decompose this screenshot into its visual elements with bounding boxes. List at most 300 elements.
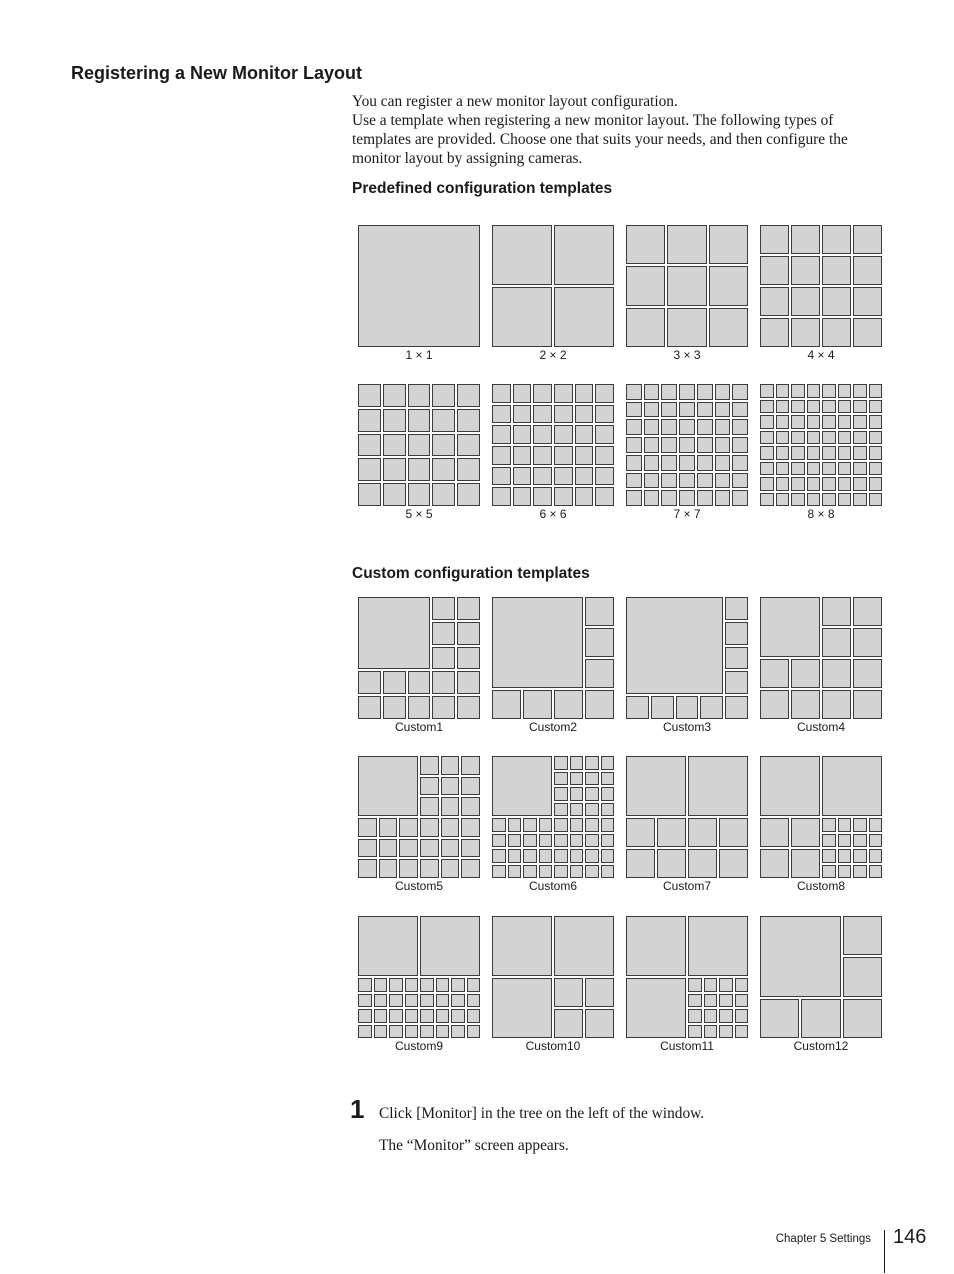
monitor-cell xyxy=(688,1025,702,1039)
monitor-cell xyxy=(533,446,552,465)
monitor-cell xyxy=(657,818,686,847)
monitor-cell xyxy=(539,849,553,863)
monitor-cell xyxy=(843,957,882,996)
monitor-cell xyxy=(374,1009,388,1023)
monitor-cell xyxy=(853,446,867,460)
monitor-cell xyxy=(508,865,522,879)
monitor-cell xyxy=(585,865,599,879)
monitor-cell xyxy=(420,839,439,858)
monitor-cell xyxy=(554,803,568,817)
monitor-cell xyxy=(601,849,615,863)
monitor-cell xyxy=(853,493,867,507)
step-number: 1 xyxy=(350,1094,365,1124)
monitor-cell xyxy=(570,849,584,863)
monitor-cell xyxy=(719,994,733,1008)
template-8x8-label: 8 × 8 xyxy=(807,507,835,521)
page-heading: Registering a New Monitor Layout xyxy=(71,63,363,83)
monitor-cell xyxy=(719,1009,733,1023)
monitor-cell xyxy=(688,994,702,1008)
monitor-cell xyxy=(661,419,677,435)
monitor-cell xyxy=(838,849,852,863)
monitor-cell xyxy=(492,487,511,506)
intro-line-1: You can register a new monitor layout configuration. xyxy=(352,93,678,110)
monitor-cell xyxy=(725,647,748,670)
monitor-cell xyxy=(732,473,748,489)
monitor-cell xyxy=(679,419,695,435)
template-custom6-label: Custom6 xyxy=(528,879,578,893)
monitor-cell xyxy=(358,859,377,878)
monitor-cell xyxy=(822,256,851,285)
monitor-cell xyxy=(853,834,867,848)
monitor-cell xyxy=(492,467,511,486)
template-2x2-grid xyxy=(492,225,614,347)
template-2x2-label: 2 × 2 xyxy=(539,348,567,362)
monitor-cell xyxy=(644,490,660,506)
monitor-cell xyxy=(843,999,882,1038)
monitor-cell xyxy=(570,818,584,832)
monitor-cell xyxy=(853,256,882,285)
monitor-cell xyxy=(715,455,731,471)
monitor-cell xyxy=(697,473,713,489)
monitor-cell xyxy=(575,446,594,465)
template-6x6[interactable] xyxy=(492,384,614,521)
monitor-cell xyxy=(457,622,480,645)
monitor-cell xyxy=(492,597,583,688)
template-7x7[interactable] xyxy=(626,384,748,521)
monitor-cell xyxy=(420,859,439,878)
monitor-cell xyxy=(688,916,748,976)
monitor-cell xyxy=(725,671,748,694)
monitor-cell xyxy=(554,818,568,832)
monitor-cell xyxy=(626,597,723,694)
monitor-cell xyxy=(626,308,665,347)
monitor-cell xyxy=(554,225,614,285)
monitor-cell xyxy=(383,671,406,694)
monitor-cell xyxy=(807,431,821,445)
monitor-cell xyxy=(595,405,614,424)
monitor-cell xyxy=(492,916,552,976)
monitor-cell xyxy=(760,916,841,997)
monitor-cell xyxy=(853,415,867,429)
monitor-cell xyxy=(554,384,573,403)
monitor-cell xyxy=(801,999,840,1038)
monitor-cell xyxy=(575,425,594,444)
monitor-cell xyxy=(869,818,883,832)
monitor-cell xyxy=(379,859,398,878)
template-1x1[interactable] xyxy=(358,225,480,362)
monitor-cell xyxy=(719,849,748,878)
monitor-cell xyxy=(697,490,713,506)
monitor-cell xyxy=(776,431,790,445)
monitor-cell xyxy=(822,834,836,848)
monitor-cell xyxy=(661,473,677,489)
monitor-cell xyxy=(420,777,439,796)
monitor-cell xyxy=(492,384,511,403)
template-custom8[interactable] xyxy=(760,756,882,893)
monitor-cell xyxy=(432,409,455,432)
monitor-cell xyxy=(688,818,717,847)
template-4x4[interactable] xyxy=(760,225,882,362)
monitor-cell xyxy=(436,1025,450,1039)
monitor-cell xyxy=(715,419,731,435)
monitor-cell xyxy=(457,434,480,457)
monitor-cell xyxy=(554,756,568,770)
monitor-cell xyxy=(626,419,642,435)
monitor-cell xyxy=(822,659,851,688)
monitor-cell xyxy=(595,487,614,506)
monitor-cell xyxy=(492,287,552,347)
monitor-cell xyxy=(436,1009,450,1023)
monitor-cell xyxy=(585,787,599,801)
intro-text xyxy=(352,92,887,168)
monitor-cell xyxy=(822,415,836,429)
monitor-cell xyxy=(760,818,789,847)
monitor-cell xyxy=(719,818,748,847)
monitor-cell xyxy=(554,787,568,801)
monitor-cell xyxy=(575,405,594,424)
monitor-cell xyxy=(432,384,455,407)
template-custom12-grid xyxy=(760,916,882,1038)
monitor-cell xyxy=(725,696,748,719)
monitor-cell xyxy=(539,818,553,832)
template-custom9[interactable] xyxy=(358,916,480,1053)
template-custom8-label: Custom8 xyxy=(796,879,846,893)
monitor-cell xyxy=(492,834,506,848)
monitor-cell xyxy=(539,834,553,848)
monitor-cell xyxy=(697,402,713,418)
monitor-cell xyxy=(719,978,733,992)
monitor-cell xyxy=(461,859,480,878)
monitor-cell xyxy=(760,446,774,460)
monitor-cell xyxy=(704,994,718,1008)
monitor-cell xyxy=(461,777,480,796)
monitor-cell xyxy=(715,384,731,400)
monitor-cell xyxy=(585,659,614,688)
monitor-cell xyxy=(358,978,372,992)
monitor-cell xyxy=(554,287,614,347)
template-custom7[interactable] xyxy=(626,756,748,893)
predefined-heading: Predefined configuration templates xyxy=(352,180,613,197)
template-custom11-grid xyxy=(626,916,748,1038)
monitor-cell xyxy=(358,597,430,669)
template-6x6-label: 6 × 6 xyxy=(539,507,567,521)
monitor-cell xyxy=(554,834,568,848)
monitor-cell xyxy=(441,839,460,858)
monitor-cell xyxy=(760,462,774,476)
monitor-cell xyxy=(389,1025,403,1039)
monitor-cell xyxy=(358,696,381,719)
monitor-cell xyxy=(791,400,805,414)
monitor-cell xyxy=(374,978,388,992)
monitor-cell xyxy=(776,400,790,414)
template-custom9-grid xyxy=(358,916,480,1038)
monitor-cell xyxy=(869,415,883,429)
template-custom1-grid xyxy=(358,597,480,719)
monitor-cell xyxy=(389,994,403,1008)
monitor-cell xyxy=(358,1025,372,1039)
monitor-cell xyxy=(626,402,642,418)
monitor-cell xyxy=(688,978,702,992)
monitor-cell xyxy=(760,287,789,316)
monitor-cell xyxy=(843,916,882,955)
monitor-cell xyxy=(523,865,537,879)
monitor-cell xyxy=(838,400,852,414)
monitor-cell xyxy=(776,415,790,429)
monitor-cell xyxy=(853,849,867,863)
monitor-cell xyxy=(601,834,615,848)
template-custom4-grid xyxy=(760,597,882,719)
monitor-cell xyxy=(697,419,713,435)
monitor-cell xyxy=(822,287,851,316)
monitor-cell xyxy=(420,818,439,837)
monitor-cell xyxy=(725,622,748,645)
monitor-cell xyxy=(533,467,552,486)
template-custom12[interactable] xyxy=(760,916,882,1053)
monitor-cell xyxy=(554,978,583,1007)
monitor-cell xyxy=(822,756,882,816)
monitor-cell xyxy=(570,772,584,786)
monitor-cell xyxy=(405,1009,419,1023)
monitor-cell xyxy=(853,865,867,879)
monitor-cell xyxy=(644,402,660,418)
monitor-cell xyxy=(822,849,836,863)
monitor-cell xyxy=(441,756,460,775)
monitor-cell xyxy=(791,431,805,445)
monitor-cell xyxy=(432,434,455,457)
monitor-cell xyxy=(760,659,789,688)
monitor-cell xyxy=(408,434,431,457)
monitor-cell xyxy=(838,493,852,507)
monitor-cell xyxy=(457,647,480,670)
monitor-cell xyxy=(791,256,820,285)
template-custom1-label: Custom1 xyxy=(394,720,444,734)
monitor-cell xyxy=(585,818,599,832)
monitor-cell xyxy=(523,849,537,863)
monitor-cell xyxy=(457,458,480,481)
monitor-cell xyxy=(383,458,406,481)
monitor-cell xyxy=(853,431,867,445)
template-custom11[interactable] xyxy=(626,916,748,1053)
template-custom5[interactable] xyxy=(358,756,480,893)
monitor-cell xyxy=(432,647,455,670)
monitor-cell xyxy=(358,916,418,976)
monitor-cell xyxy=(838,834,852,848)
monitor-cell xyxy=(513,425,532,444)
monitor-cell xyxy=(679,490,695,506)
monitor-cell xyxy=(626,473,642,489)
monitor-cell xyxy=(570,803,584,817)
monitor-cell xyxy=(585,978,614,1007)
monitor-cell xyxy=(838,462,852,476)
monitor-cell xyxy=(570,787,584,801)
monitor-cell xyxy=(697,455,713,471)
monitor-cell xyxy=(776,446,790,460)
monitor-cell xyxy=(533,405,552,424)
template-5x5[interactable] xyxy=(358,384,480,521)
monitor-cell xyxy=(679,402,695,418)
monitor-cell xyxy=(791,225,820,254)
monitor-cell xyxy=(461,797,480,816)
monitor-cell xyxy=(869,493,883,507)
template-custom10[interactable] xyxy=(492,916,614,1053)
template-3x3[interactable] xyxy=(626,225,748,362)
template-custom2-grid xyxy=(492,597,614,719)
template-custom4[interactable] xyxy=(760,597,882,734)
monitor-cell xyxy=(838,415,852,429)
monitor-cell xyxy=(492,405,511,424)
monitor-cell xyxy=(432,622,455,645)
monitor-cell xyxy=(838,477,852,491)
monitor-cell xyxy=(853,287,882,316)
monitor-cell xyxy=(358,756,418,816)
monitor-cell xyxy=(704,1025,718,1039)
monitor-cell xyxy=(869,446,883,460)
monitor-cell xyxy=(791,287,820,316)
monitor-cell xyxy=(704,1009,718,1023)
monitor-cell xyxy=(383,483,406,506)
monitor-cell xyxy=(399,839,418,858)
monitor-cell xyxy=(760,690,789,719)
monitor-cell xyxy=(704,978,718,992)
monitor-cell xyxy=(358,1009,372,1023)
monitor-cell xyxy=(432,696,455,719)
monitor-cell xyxy=(405,978,419,992)
template-custom7-grid xyxy=(626,756,748,878)
monitor-cell xyxy=(508,818,522,832)
monitor-cell xyxy=(700,696,723,719)
monitor-cell xyxy=(760,415,774,429)
monitor-cell xyxy=(838,431,852,445)
monitor-cell xyxy=(853,690,882,719)
template-custom6-grid xyxy=(492,756,614,878)
monitor-cell xyxy=(626,225,665,264)
monitor-cell xyxy=(420,916,480,976)
monitor-cell xyxy=(467,1025,481,1039)
monitor-cell xyxy=(570,756,584,770)
monitor-cell xyxy=(457,597,480,620)
template-custom5-grid xyxy=(358,756,480,878)
monitor-cell xyxy=(791,659,820,688)
monitor-cell xyxy=(457,483,480,506)
monitor-cell xyxy=(838,818,852,832)
monitor-cell xyxy=(776,477,790,491)
monitor-cell xyxy=(869,400,883,414)
monitor-cell xyxy=(853,462,867,476)
monitor-cell xyxy=(523,818,537,832)
monitor-cell xyxy=(776,493,790,507)
monitor-cell xyxy=(379,818,398,837)
monitor-cell xyxy=(760,256,789,285)
monitor-cell xyxy=(383,696,406,719)
template-custom6[interactable] xyxy=(492,756,614,893)
monitor-cell xyxy=(432,597,455,620)
monitor-cell xyxy=(791,384,805,398)
template-custom1[interactable] xyxy=(358,597,480,734)
template-4x4-grid xyxy=(760,225,882,347)
monitor-cell xyxy=(807,493,821,507)
monitor-cell xyxy=(661,455,677,471)
monitor-cell xyxy=(595,446,614,465)
monitor-cell xyxy=(451,1009,465,1023)
monitor-cell xyxy=(585,772,599,786)
monitor-cell xyxy=(420,978,434,992)
monitor-cell xyxy=(760,400,774,414)
monitor-cell xyxy=(822,462,836,476)
monitor-cell xyxy=(676,696,699,719)
monitor-cell xyxy=(432,671,455,694)
monitor-cell xyxy=(467,1009,481,1023)
monitor-cell xyxy=(601,803,615,817)
monitor-cell xyxy=(732,419,748,435)
monitor-cell xyxy=(461,756,480,775)
monitor-cell xyxy=(533,425,552,444)
monitor-cell xyxy=(688,1009,702,1023)
monitor-cell xyxy=(601,787,615,801)
monitor-cell xyxy=(760,999,799,1038)
monitor-cell xyxy=(441,777,460,796)
template-custom2[interactable] xyxy=(492,597,614,734)
monitor-cell xyxy=(523,690,552,719)
monitor-cell xyxy=(661,384,677,400)
template-8x8[interactable] xyxy=(760,384,882,521)
monitor-cell xyxy=(554,849,568,863)
template-custom10-label: Custom10 xyxy=(525,1039,581,1053)
monitor-cell xyxy=(869,865,883,879)
monitor-cell xyxy=(420,797,439,816)
monitor-cell xyxy=(492,849,506,863)
monitor-cell xyxy=(539,865,553,879)
template-2x2[interactable] xyxy=(492,225,614,362)
monitor-cell xyxy=(554,425,573,444)
monitor-cell xyxy=(822,384,836,398)
monitor-cell xyxy=(651,696,674,719)
monitor-cell xyxy=(697,437,713,453)
monitor-cell xyxy=(715,437,731,453)
monitor-cell xyxy=(432,458,455,481)
monitor-cell xyxy=(358,409,381,432)
template-custom7-label: Custom7 xyxy=(662,879,712,893)
monitor-cell xyxy=(853,818,867,832)
monitor-cell xyxy=(679,384,695,400)
template-custom4-label: Custom4 xyxy=(796,720,846,734)
step-result: The “Monitor” screen appears. xyxy=(379,1137,569,1154)
monitor-cell xyxy=(492,690,521,719)
template-3x3-label: 3 × 3 xyxy=(673,348,701,362)
monitor-cell xyxy=(601,818,615,832)
monitor-cell xyxy=(585,597,614,626)
monitor-cell xyxy=(688,849,717,878)
monitor-cell xyxy=(791,415,805,429)
monitor-cell xyxy=(383,434,406,457)
monitor-cell xyxy=(595,425,614,444)
monitor-cell xyxy=(776,384,790,398)
monitor-cell xyxy=(732,402,748,418)
monitor-cell xyxy=(457,409,480,432)
monitor-cell xyxy=(408,409,431,432)
monitor-cell xyxy=(626,916,686,976)
monitor-cell xyxy=(869,431,883,445)
monitor-cell xyxy=(492,818,506,832)
monitor-cell xyxy=(436,978,450,992)
template-custom3[interactable] xyxy=(626,597,748,734)
monitor-cell xyxy=(441,797,460,816)
template-custom5-label: Custom5 xyxy=(394,879,444,893)
monitor-cell xyxy=(358,671,381,694)
monitor-cell xyxy=(732,455,748,471)
monitor-cell xyxy=(408,483,431,506)
monitor-cell xyxy=(554,1009,583,1038)
monitor-cell xyxy=(379,839,398,858)
